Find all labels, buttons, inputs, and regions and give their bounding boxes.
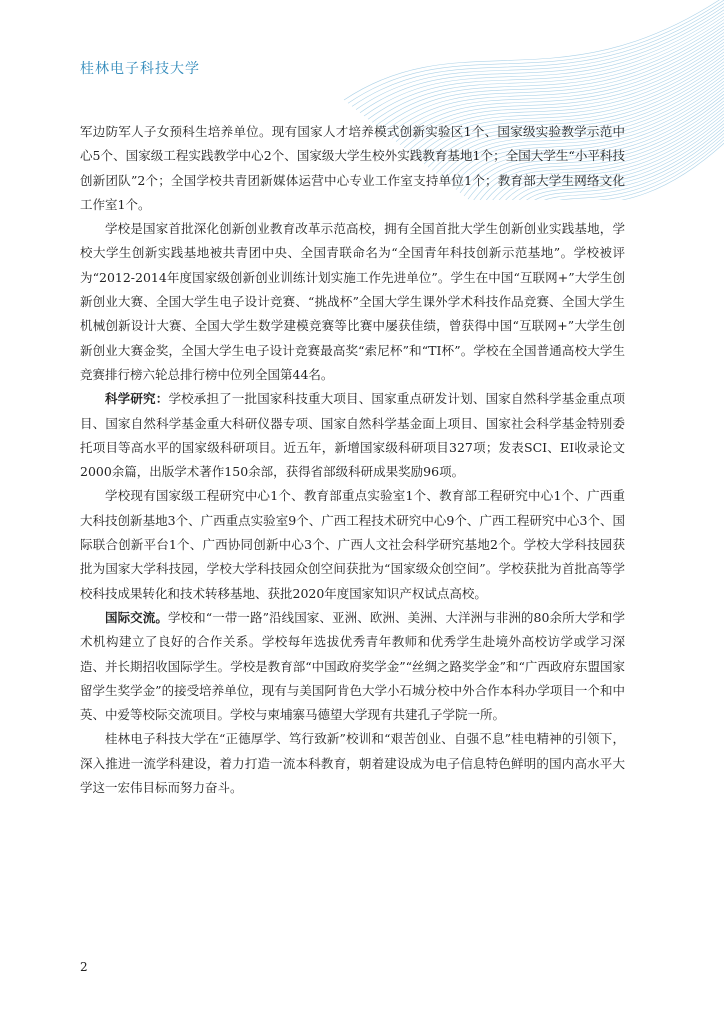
research-heading: 科学研究：: [105, 391, 169, 407]
paragraph-research-platforms: 学校现有国家级工程研究中心1个、教育部重点实验室1个、教育部工程研究中心1个、广西重大科技创新基地3个、广西重点实验室9个、广西工程技术研究中心9个、广西工程研究中心3个、国际联合创新平台1个、广西协同创新中心3个、广西人文社会科学研究基地2个。学校大学科技园获批为国家大学科技园，学校大学科技园众创空间获批为“国家级众创空间”。学校获批为首批高等学校科技成果转化和技术转移基地、获批2020年度国家知识产权试点高校。: [80, 488, 625, 601]
research-text: 学校承担了一批国家科技重大项目、国家重点研发计划、国家自然科学基金重点项目、国家自然科学基金重大科研仪器专项、国家自然科学基金面上项目、国家社会科学基金特别委托项目等高水平的国家级科研项目。近五年，新增国家级科研项目327项；发表SCI、EI收录论文2000余篇，出版学术著作150余部，获得省部级科研成果奖励96项。: [80, 391, 625, 480]
wave-line: [380, 19, 724, 129]
wave-line: [384, 22, 724, 132]
paragraph-research: [80, 387, 625, 484]
wave-line: [372, 12, 724, 122]
international-text: 学校和“一带一路”沿线国家、亚洲、欧洲、美洲、大洋洲与非洲的80余所大学和学术机构建立了良好的合作关系。学校每年选拔优秀青年教师和优秀学生赴境外高校访学或学习深造、并长期招收国际学生。学校是教育部“中国政府奖学金”“丝绸之路奖学金”和“广西政府东盟国家留学生奖学金”的接受培养单位，现有与美国阿肯色大学小石城分校中外合作本科办学项目一个和中英、中爱等校际交流项目。学校与柬埔寨马德望大学现有共建孔子学院一所。: [80, 609, 625, 723]
paragraph-closing: 桂林电子科技大学在“正德厚学、笃行致新”校训和“艰苦创业、自强不息”桂电精神的引领下，深入推进一流学科建设，着力打造一流本科教育，朝着建设成为电子信息特色鲜明的国内高水平大学这一宏伟目标而努力奋斗。: [80, 731, 625, 796]
wave-line: [376, 16, 724, 126]
wave-line: [388, 25, 724, 135]
wave-line: [352, 0, 724, 106]
wave-line: [348, 0, 724, 103]
wave-line: [356, 0, 724, 110]
wave-line: [364, 6, 724, 116]
paragraph-innovation: 学校是国家首批深化创新创业教育改革示范高校，拥有全国首批大学生创新创业实践基地，学校大学生创新实践基地被共青团中央、全国青联命名为“全国青年科技创新示范基地”。学校被评为“2012-2014年度国家级创新创业训练计划实施工作先进单位”。学生在中国“互联网+”大学生创新创业大赛、全国大学生电子设计竞赛、“挑战杯”全国大学生课外学术科技作品竞赛、全国大学生机械创新设计大赛、全国大学生数学建模竞赛等比赛中屡获佳绩，曾获得中国“互联网+”大学生创新创业大赛金奖，全国大学生电子设计竞赛最高奖“索尼杯”和“TI杯”。学校在全国普通高校大学生竞赛排行榜六轮总排行榜中位列全国第44名。: [80, 221, 625, 382]
school-name-header: 桂林电子科技大学: [80, 61, 200, 77]
wave-line: [344, 0, 724, 100]
paragraph-international: [80, 606, 625, 727]
wave-line: [368, 9, 724, 119]
page-body: [80, 120, 625, 800]
paragraph-talent-training: 军边防军人子女预科生培养单位。现有国家人才培养模式创新实验区1个、国家级实验教学示范中心5个、国家级工程实践教学中心2个、国家级大学生校外实践教育基地1个；全国大学生“小平科技创新团队”2个；全国学校共青团新媒体运营中心专业工作室支持单位1个；教育部大学生网络文化工作室1个。: [80, 124, 625, 212]
international-heading: 国际交流。: [105, 609, 168, 625]
page-number: 2: [80, 960, 88, 974]
wave-line: [360, 3, 724, 113]
